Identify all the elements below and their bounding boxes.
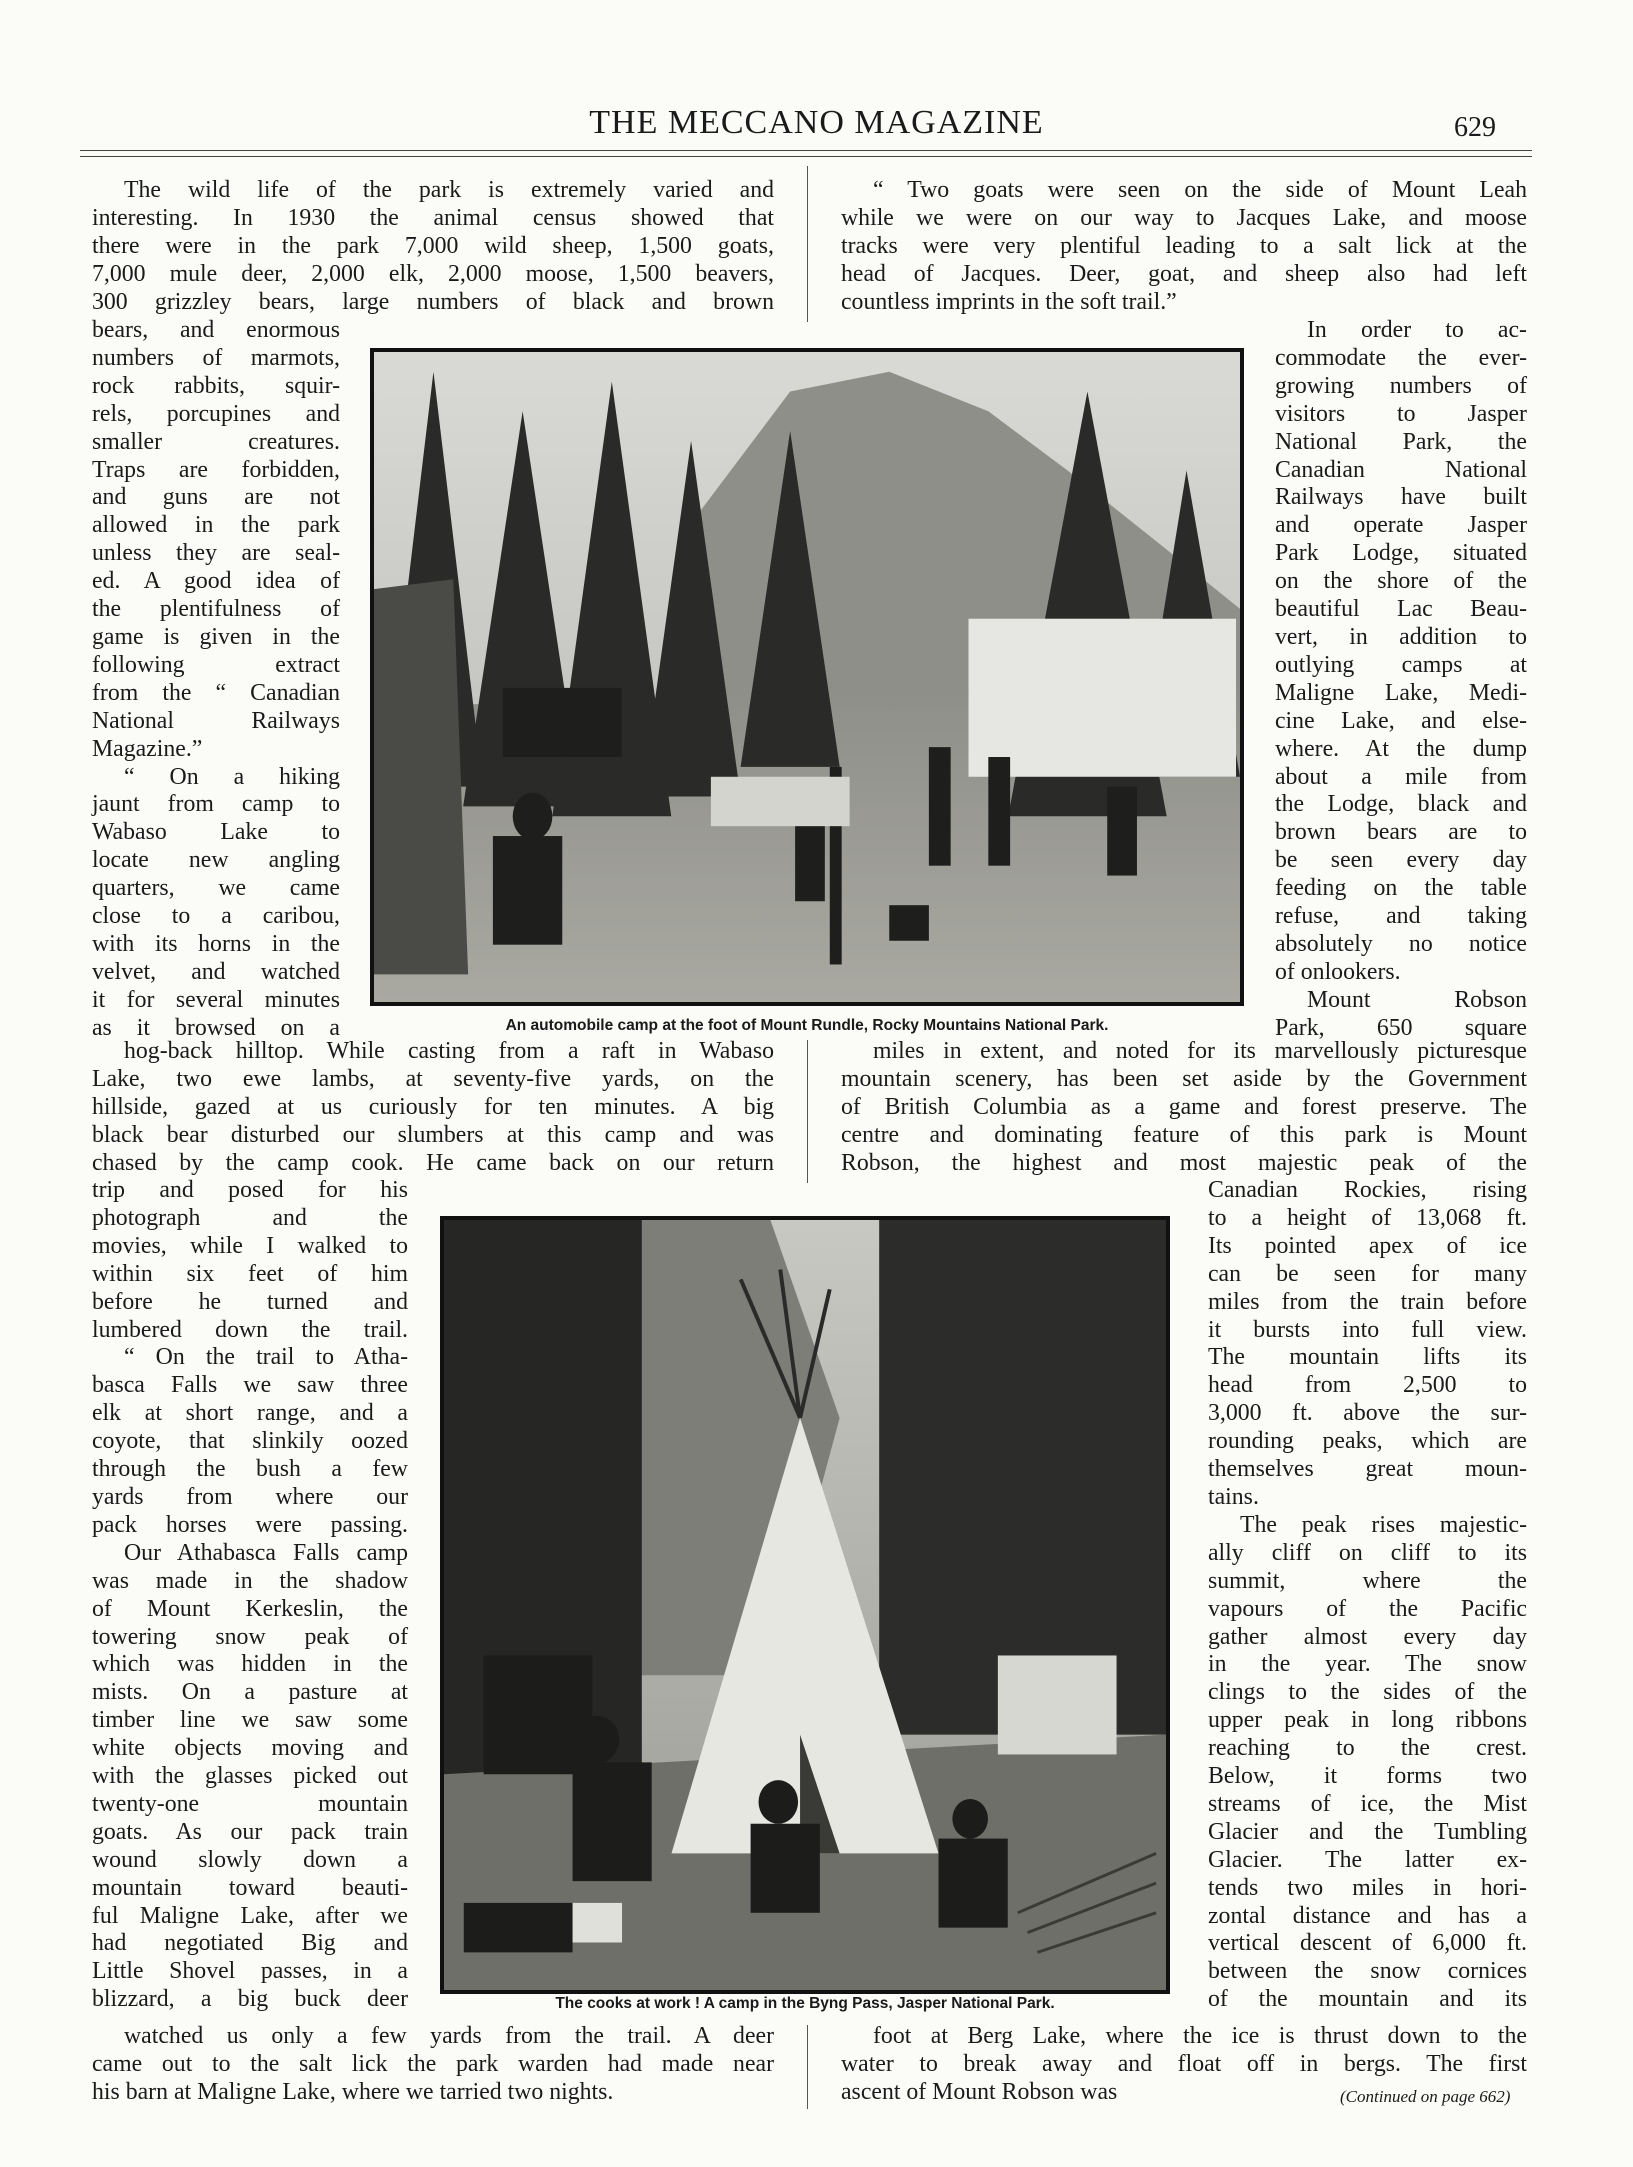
text-line: centre and dominating feature of this park is Mount [841, 1121, 1527, 1148]
text-line: mountain scenery, has been set aside by the Government [841, 1065, 1527, 1092]
column-divider-bottom [807, 2025, 808, 2109]
text-line: refuse, and taking [1275, 903, 1527, 930]
text-line: brown bears are to [1275, 819, 1527, 846]
text-line: black bear disturbed our slumbers at this camp and was [92, 1121, 774, 1148]
text-line: “ On the trail to Atha- [124, 1344, 408, 1371]
text-line: in the year. The snow [1208, 1651, 1527, 1678]
left-narrow-text-2 [92, 1177, 408, 2014]
text-line: was made in the shadow [92, 1567, 408, 1594]
text-line: of the mountain and its [1208, 1986, 1527, 2013]
text-line: before he turned and [92, 1288, 408, 1315]
text-line: Maligne Lake, Medi- [1275, 679, 1527, 706]
text-line: trip and posed for his [92, 1177, 408, 1203]
header-rule-bottom [80, 156, 1532, 157]
text-line: numbers of marmots, [92, 344, 340, 371]
text-line: Little Shovel passes, in a [92, 1958, 408, 1985]
automobile-camp-caption: An automobile camp at the foot of Mount Rundle, Rocky Mountains National Park. [505, 1017, 1109, 1034]
text-line: Traps are forbidden, [92, 456, 340, 483]
text-line: tracks were very plentiful leading to a salt lick at the [841, 232, 1527, 259]
text-line: vapours of the Pacific [1208, 1595, 1527, 1622]
text-line: zontal distance and has a [1208, 1902, 1527, 1929]
text-line: jaunt from camp to [92, 791, 340, 818]
text-line: National Railways [92, 707, 340, 734]
text-line: while we were on our way to Jacques Lake, and moose [841, 204, 1527, 231]
text-line: goats. As our pack train [92, 1818, 408, 1845]
text-line: Glacier. The latter ex- [1208, 1846, 1527, 1873]
text-line: quarters, we came [92, 875, 340, 902]
right-narrow-text-2 [1208, 1177, 1527, 2014]
text-line: Mount Robson [1307, 986, 1527, 1013]
text-line: it for several minutes [92, 986, 340, 1013]
automobile-camp-image [374, 352, 1240, 1002]
text-line: Magazine.” [92, 735, 203, 762]
text-line: allowed in the park [92, 512, 340, 539]
text-line: and guns are not [92, 484, 340, 511]
column-divider-top [807, 166, 808, 322]
text-line: Glacier and the Tumbling [1208, 1818, 1527, 1845]
text-line: it bursts into full view. [1208, 1316, 1527, 1343]
text-line: coyote, that slinkily oozed [92, 1428, 408, 1455]
text-line: cine Lake, and else- [1275, 707, 1527, 734]
text-line: Lake, two ewe lambs, at seventy-five yards, on the [92, 1065, 774, 1092]
text-line: as it browsed on a [92, 1014, 340, 1041]
text-line: Below, it forms two [1208, 1763, 1527, 1790]
text-line: be seen every day [1275, 847, 1527, 874]
text-line: within six feet of him [92, 1260, 408, 1287]
text-line: miles in extent, and noted for its marvellously picturesque [873, 1038, 1527, 1064]
text-line: on the shore of the [1275, 568, 1527, 595]
text-line: head of Jacques. Deer, goat, and sheep also had left [841, 260, 1527, 287]
text-line: from the “ Canadian [92, 679, 340, 706]
text-line: can be seen for many [1208, 1260, 1527, 1287]
text-line: and operate Jasper [1275, 512, 1527, 539]
text-line: head from 2,500 to [1208, 1372, 1527, 1399]
text-line: The wild life of the park is extremely varied and [124, 177, 774, 203]
text-line: hog-back hilltop. While casting from a raft in Wabaso [124, 1038, 774, 1064]
header-rule-top [80, 150, 1532, 151]
text-line: beautiful Lac Beau- [1275, 596, 1527, 623]
text-line: yards from where our [92, 1483, 408, 1510]
text-line: locate new angling [92, 847, 340, 874]
text-line: Our Athabasca Falls camp [124, 1539, 408, 1566]
text-line: visitors to Jasper [1275, 400, 1527, 427]
text-line: rounding peaks, which are [1208, 1428, 1527, 1455]
text-line: Park, 650 square [1275, 1014, 1527, 1041]
text-line: of British Columbia as a game and forest preserve. The [841, 1093, 1527, 1120]
text-line: velvet, and watched [92, 958, 340, 985]
cooks-at-work-caption: The cooks at work ! A camp in the Byng Pass, Jasper National Park. [555, 1995, 1055, 2012]
text-line: tains. [1208, 1483, 1259, 1510]
text-line: foot at Berg Lake, where the ice is thrust down to the [873, 2023, 1527, 2049]
text-line: reaching to the crest. [1208, 1735, 1527, 1762]
text-line: ascent of Mount Robson was [841, 2078, 1118, 2105]
text-line: timber line we saw some [92, 1707, 408, 1734]
cooks-at-work-image [444, 1220, 1166, 1990]
text-line: elk at short range, and a [92, 1400, 408, 1427]
text-line: upper peak in long ribbons [1208, 1707, 1527, 1734]
col2-middle-text [841, 1038, 1527, 1178]
text-line: commodate the ever- [1275, 344, 1527, 371]
text-line: gather almost every day [1208, 1623, 1527, 1650]
text-line: outlying camps at [1275, 651, 1527, 678]
text-line: twenty-one mountain [92, 1790, 408, 1817]
text-line: ed. A good idea of [92, 568, 340, 595]
text-line: Wabaso Lake to [92, 819, 340, 846]
text-line: water to break away and float off in bergs. The first [841, 2050, 1527, 2077]
text-line: of onlookers. [1275, 958, 1401, 985]
text-line: between the snow cornices [1208, 1958, 1527, 1985]
text-line: which was hidden in the [92, 1651, 408, 1678]
text-line: chased by the camp cook. He came back on our return [92, 1149, 774, 1176]
text-line: interesting. In 1930 the animal census showed that [92, 204, 774, 231]
text-line: of Mount Kerkeslin, the [92, 1595, 408, 1622]
text-line: mountain toward beauti- [92, 1874, 408, 1901]
text-line: The peak rises majestic- [1240, 1511, 1527, 1538]
column-divider-middle [807, 1040, 808, 1183]
col1-bottom-text [92, 2023, 774, 2107]
text-line: feeding on the table [1275, 875, 1527, 902]
col1-top-text [92, 177, 774, 317]
col2-top-text [841, 177, 1527, 317]
text-line: unless they are seal- [92, 540, 340, 567]
text-line: “ On a hiking [124, 763, 340, 790]
text-line: there were in the park 7,000 wild sheep, 1,500 goats, [92, 232, 774, 259]
text-line: the Lodge, black and [1275, 791, 1527, 818]
text-line: Railways have built [1275, 484, 1527, 511]
text-line: tends two miles in hori- [1208, 1874, 1527, 1901]
text-line: rock rabbits, squir- [92, 372, 340, 399]
text-line: smaller creatures. [92, 428, 340, 455]
automobile-camp-photo [370, 348, 1244, 1006]
text-line: clings to the sides of the [1208, 1679, 1527, 1706]
text-line: with the glasses picked out [92, 1763, 408, 1790]
text-line: Robson, the highest and most majestic peak of the [841, 1149, 1527, 1176]
text-line: pack horses were passing. [92, 1511, 408, 1538]
text-line: ful Maligne Lake, after we [92, 1902, 408, 1929]
text-line: 300 grizzley bears, large numbers of black and brown [92, 288, 774, 315]
text-line: where. At the dump [1275, 735, 1527, 762]
text-line: towering snow peak of [92, 1623, 408, 1650]
text-line: themselves great moun- [1208, 1456, 1527, 1483]
text-line: “ Two goats were seen on the side of Mount Leah [873, 177, 1527, 203]
text-line: blizzard, a big buck deer [92, 1986, 408, 2013]
text-line: game is given in the [92, 623, 340, 650]
text-line: came out to the salt lick the park warden had made near [92, 2050, 774, 2077]
text-line: bears, and enormous [92, 317, 340, 343]
col1-middle-text [92, 1038, 774, 1178]
text-line: National Park, the [1275, 428, 1527, 455]
text-line: following extract [92, 651, 340, 678]
text-line: to a height of 13,068 ft. [1208, 1204, 1527, 1231]
text-line: growing numbers of [1275, 372, 1527, 399]
left-narrow-text [92, 317, 340, 1043]
text-line: with its horns in the [92, 930, 340, 957]
text-line: summit, where the [1208, 1567, 1527, 1594]
text-line: the plentifulness of [92, 596, 340, 623]
text-line: streams of ice, the Mist [1208, 1790, 1527, 1817]
text-line: 3,000 ft. above the sur- [1208, 1400, 1527, 1427]
text-line: Park Lodge, situated [1275, 540, 1527, 567]
text-line: ally cliff on cliff to its [1208, 1539, 1527, 1566]
text-line: Canadian National [1275, 456, 1527, 483]
text-line: rels, porcupines and [92, 400, 340, 427]
text-line: 7,000 mule deer, 2,000 elk, 2,000 moose, 1,500 beavers, [92, 260, 774, 287]
text-line: hillside, gazed at us curiously for ten minutes. A big [92, 1093, 774, 1120]
text-line: had negotiated Big and [92, 1930, 408, 1957]
text-line: vert, in addition to [1275, 623, 1527, 650]
text-line: mists. On a pasture at [92, 1679, 408, 1706]
text-line: white objects moving and [92, 1735, 408, 1762]
page-number: 629 [1454, 112, 1496, 143]
right-narrow-text [1275, 317, 1527, 1043]
cooks-at-work-photo [440, 1216, 1170, 1994]
text-line: wound slowly down a [92, 1846, 408, 1873]
text-line: countless imprints in the soft trail.” [841, 288, 1177, 315]
text-line: Its pointed apex of ice [1208, 1232, 1527, 1259]
continued-note: (Continued on page 662) [1340, 2087, 1511, 2106]
text-line: movies, while I walked to [92, 1232, 408, 1259]
text-line: watched us only a few yards from the trail. A deer [124, 2023, 774, 2049]
text-line: about a mile from [1275, 763, 1527, 790]
text-line: In order to ac- [1307, 317, 1527, 343]
text-line: his barn at Maligne Lake, where we tarried two nights. [92, 2078, 614, 2105]
text-line: basca Falls we saw three [92, 1372, 408, 1399]
text-line: photograph and the [92, 1204, 408, 1231]
text-line: lumbered down the trail. [92, 1316, 408, 1343]
text-line: miles from the train before [1208, 1288, 1527, 1315]
text-line: vertical descent of 6,000 ft. [1208, 1930, 1527, 1957]
text-line: Canadian Rockies, rising [1208, 1177, 1527, 1203]
text-line: The mountain lifts its [1208, 1344, 1527, 1371]
magazine-title: THE MECCANO MAGAZINE [589, 104, 1044, 141]
text-line: close to a caribou, [92, 903, 340, 930]
text-line: absolutely no notice [1275, 930, 1527, 957]
text-line: through the bush a few [92, 1456, 408, 1483]
